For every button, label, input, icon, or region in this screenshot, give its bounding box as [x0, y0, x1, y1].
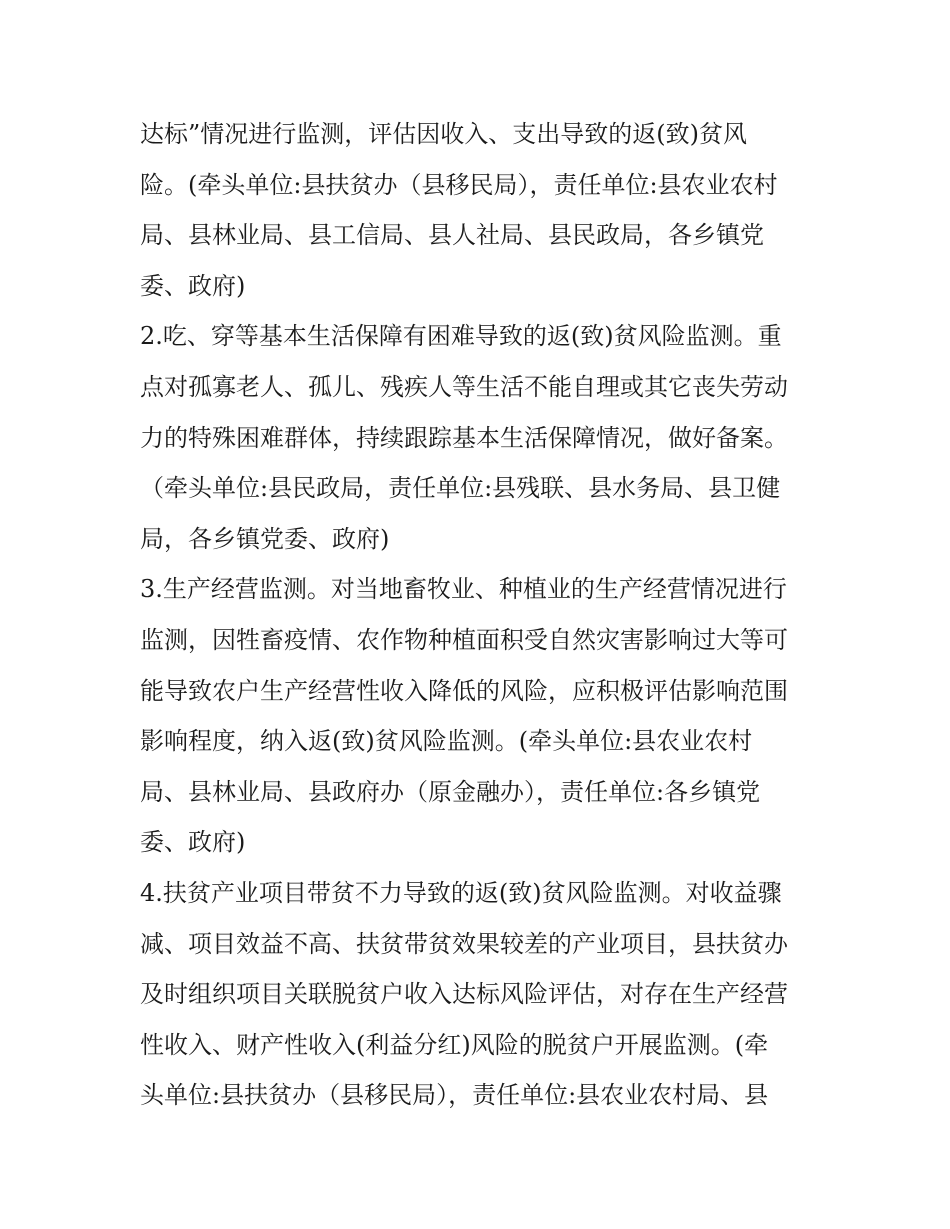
text-line: 2.吃、穿等基本生活保障有困难导致的返(致)贫风险监测。重 — [140, 322, 782, 351]
text-line: 头单位:县扶贫办（县移民局），责任单位:县农业农村局、县 — [140, 1081, 769, 1110]
text-line: 委、政府) — [140, 271, 246, 300]
text-line: 影响程度，纳入返(致)贫风险监测。(牵头单位:县农业农村 — [140, 727, 753, 756]
document-body — [140, 109, 830, 1121]
text-line: 点对孤寡老人、孤儿、残疾人等生活不能自理或其它丧失劳动 — [140, 372, 788, 401]
text-line: 性收入、财产性收入(利益分红)风险的脱贫户开展监测。(牵 — [140, 1030, 769, 1059]
text-line: 及时组织项目关联脱贫户收入达标风险评估，对存在生产经营 — [140, 980, 788, 1009]
text-line: 局、县林业局、县政府办（原金融办），责任单位:各乡镇党 — [140, 777, 761, 806]
text-line: 险。(牵头单位:县扶贫办（县移民局），责任单位:县农业农村 — [140, 170, 778, 199]
text-line: 局、县林业局、县工信局、县人社局、县民政局，各乡镇党 — [140, 221, 764, 250]
text-line: 3.生产经营监测。对当地畜牧业、种植业的生产经营情况进行 — [140, 575, 787, 604]
text-line: 达标”情况进行监测，评估因收入、支出导致的返(致)贫风 — [140, 120, 747, 148]
text-line: 能导致农户生产经营性收入降低的风险，应积极评估影响范围 — [140, 676, 788, 705]
text-line: 委、政府) — [140, 828, 246, 857]
text-line: 4.扶贫产业项目带贫不力导致的返(致)贫风险监测。对收益骤 — [140, 878, 782, 907]
text-line: 监测，因牲畜疫情、农作物种植面积受自然灾害影响过大等可 — [140, 625, 788, 654]
text-line: 局，各乡镇党委、政府) — [140, 524, 390, 553]
text-line: （牵头单位:县民政局，责任单位:县残联、县水务局、县卫健 — [140, 474, 781, 503]
text-line: 力的特殊困难群体，持续跟踪基本生活保障情况，做好备案。 — [140, 423, 788, 452]
text-line: 减、项目效益不高、扶贫带贫效果较差的产业项目，县扶贫办 — [140, 929, 788, 958]
